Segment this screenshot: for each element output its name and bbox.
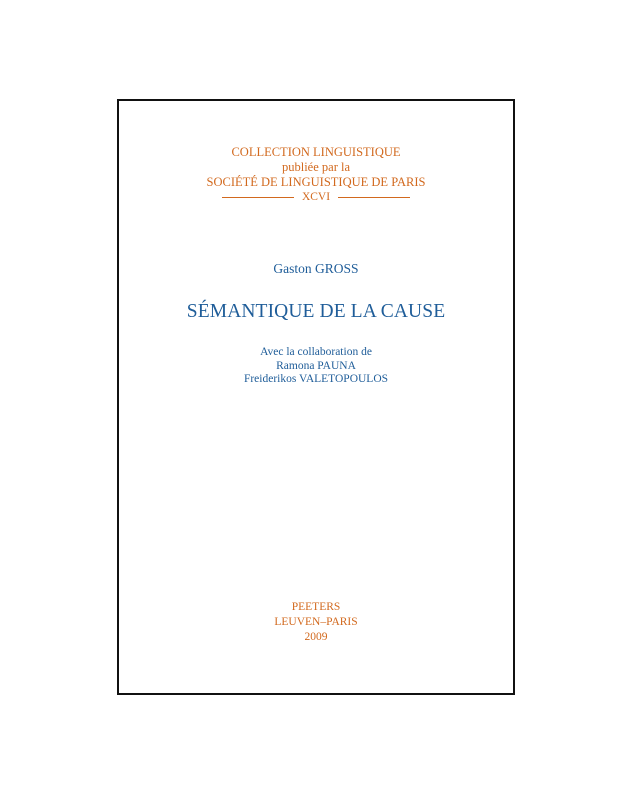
author-name: Gaston GROSS xyxy=(273,261,359,276)
series-block xyxy=(119,145,513,205)
collaboration-block xyxy=(119,346,513,387)
book-title: SÉMANTIQUE DE LA CAUSE xyxy=(186,301,446,322)
series-volume-row xyxy=(119,190,513,205)
collaborator-2: Freiderikos VALETOPOULOS xyxy=(243,373,389,385)
series-published-by: publiée par la xyxy=(281,160,351,174)
collaborator-1: Ramona PAUNA xyxy=(276,359,356,372)
collaboration-intro: Avec la collaboration de xyxy=(260,346,372,358)
series-volume-number: XCVI xyxy=(301,191,331,203)
right-rule xyxy=(338,197,410,198)
series-society: SOCIÉTÉ DE LINGUISTIQUE DE PARIS xyxy=(206,175,426,189)
publication-year: 2009 xyxy=(304,631,328,643)
publisher-name: PEETERS xyxy=(291,601,341,613)
publisher-place: LEUVEN–PARIS xyxy=(274,616,358,628)
publisher-block xyxy=(119,600,513,645)
series-name: COLLECTION LINGUISTIQUE xyxy=(231,145,401,159)
title-page xyxy=(117,99,515,695)
left-rule xyxy=(222,197,294,198)
